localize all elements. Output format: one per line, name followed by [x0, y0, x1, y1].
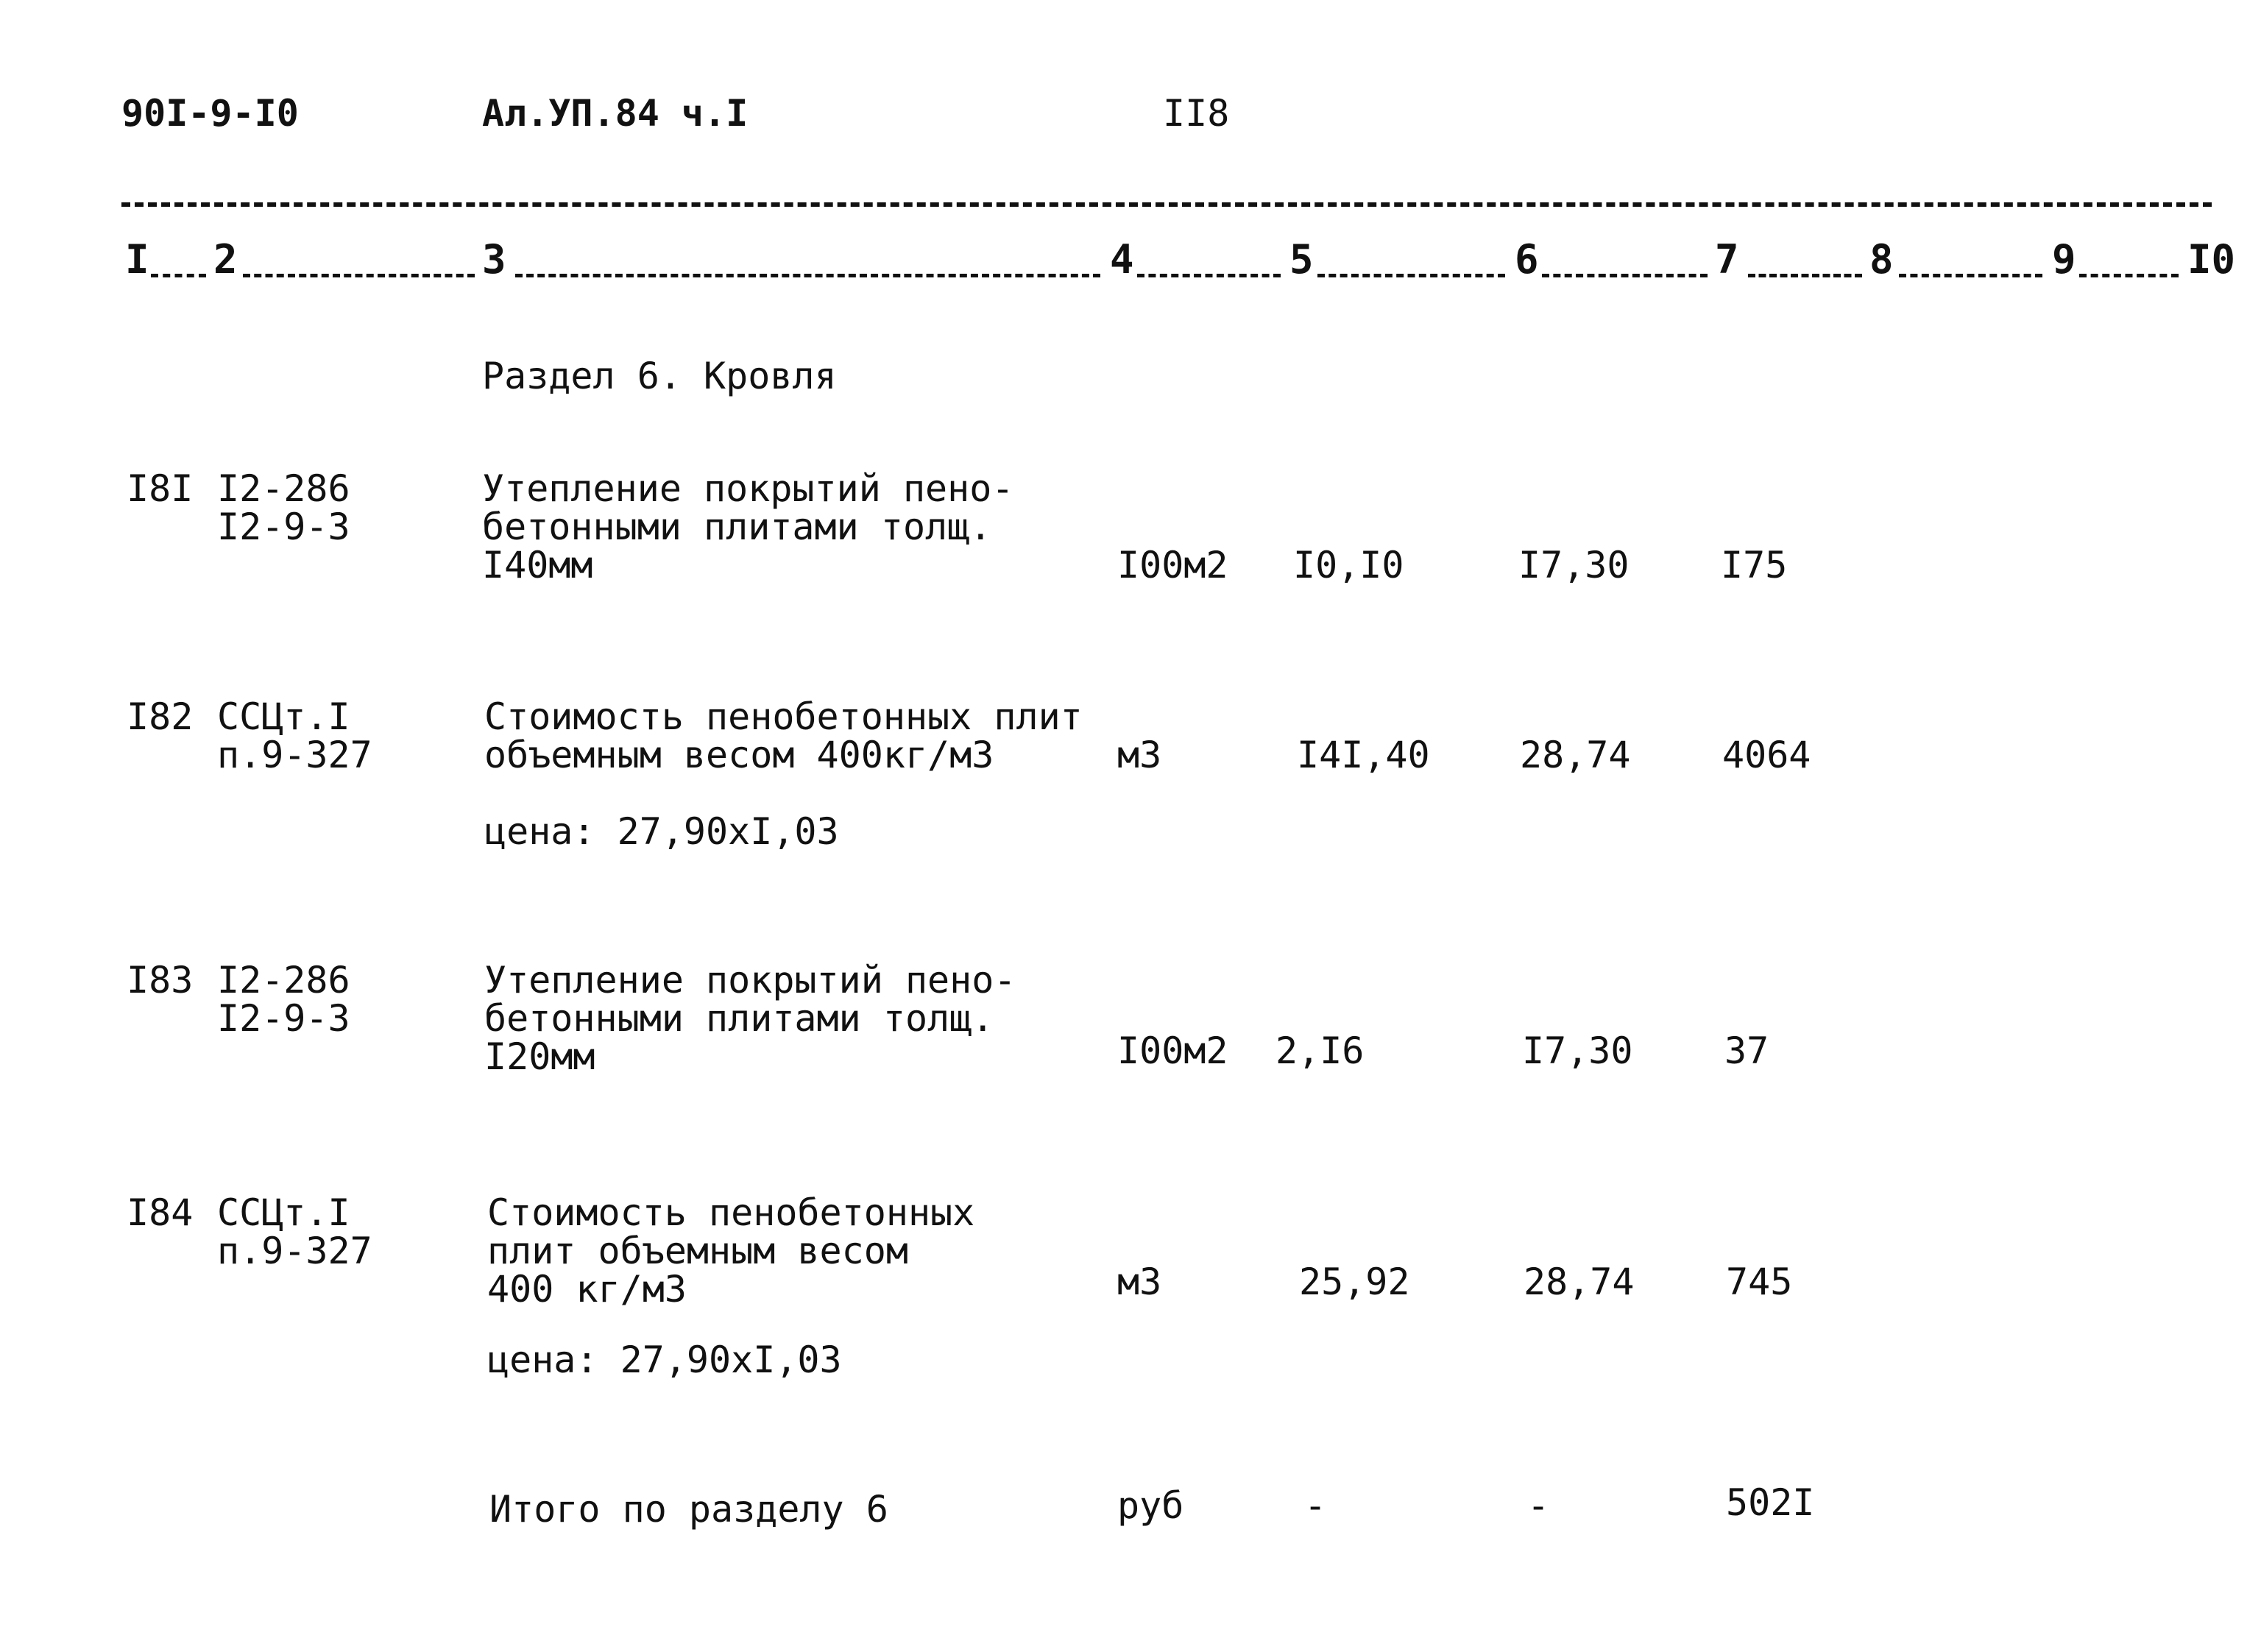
- album-ref: Ал.УП.84 ч.I: [482, 92, 749, 135]
- col-dash: [1748, 274, 1862, 277]
- total-unit: руб: [1117, 1484, 1184, 1527]
- row-price: I7,30: [1518, 544, 1630, 586]
- row-name: Утепление покрытий пено- бетонными плитами толщ. I40мм: [482, 467, 1014, 586]
- col-3: 3: [482, 236, 506, 283]
- row-cost: 37: [1724, 1029, 1769, 1072]
- row-name: Стоимость пенобетонных плит объемным весом 400кг/м3: [484, 695, 1083, 776]
- row-number: I82: [127, 695, 194, 738]
- row-unit: м3: [1117, 734, 1162, 776]
- total-label: Итого по разделу 6: [489, 1488, 888, 1531]
- row-code: I2-286 I2-9-3: [217, 467, 350, 548]
- col-dash: [2079, 274, 2179, 277]
- col-2: 2: [213, 236, 238, 283]
- total-cost: 502I: [1726, 1481, 1815, 1524]
- row-name: Утепление покрытий пено- бетонными плитами толщ. I20мм: [484, 959, 1016, 1078]
- row-code: ССЦт.I п.9-327: [217, 1191, 372, 1272]
- row-qty: 25,92: [1299, 1261, 1410, 1303]
- col-dash: [243, 274, 475, 277]
- page-number: II8: [1163, 92, 1230, 135]
- row-number: I83: [127, 959, 194, 1002]
- row-qty: I4I,40: [1297, 734, 1430, 776]
- row-cost: 745: [1726, 1261, 1793, 1303]
- row-unit: I00м2: [1117, 544, 1228, 586]
- row-qty: 2,I6: [1275, 1029, 1365, 1072]
- col-8: 8: [1869, 236, 1894, 283]
- col-10: I0: [2187, 236, 2236, 283]
- row-price-note: цена: 27,90хI,03: [487, 1339, 842, 1381]
- row-unit: I00м2: [1117, 1029, 1228, 1072]
- col-dash: [151, 274, 206, 277]
- row-price-note: цена: 27,90хI,03: [484, 810, 839, 853]
- col-dash: [515, 274, 1100, 277]
- row-qty: I0,I0: [1293, 544, 1404, 586]
- col-dash: [1137, 274, 1281, 277]
- row-price: 28,74: [1524, 1261, 1635, 1303]
- row-name: Стоимость пенобетонных плит объемным весом 400 кг/м3: [487, 1191, 975, 1311]
- row-price: I7,30: [1522, 1029, 1633, 1072]
- col-dash: [1317, 274, 1505, 277]
- row-cost: 4064: [1722, 734, 1811, 776]
- row-unit: м3: [1117, 1261, 1162, 1303]
- col-9: 9: [2052, 236, 2076, 283]
- col-1: I: [125, 236, 149, 283]
- col-7: 7: [1715, 236, 1739, 283]
- row-price: 28,74: [1520, 734, 1631, 776]
- row-number: I84: [127, 1191, 194, 1234]
- col-4: 4: [1110, 236, 1134, 283]
- col-5: 5: [1289, 236, 1314, 283]
- section-title: Раздел 6. Кровля: [482, 355, 837, 397]
- doc-code: 90I-9-I0: [121, 92, 299, 135]
- row-number: I8I: [127, 467, 194, 510]
- total-price: -: [1527, 1484, 1550, 1527]
- total-qty: -: [1304, 1484, 1327, 1527]
- row-cost: I75: [1721, 544, 1788, 586]
- col-dash: [1542, 274, 1708, 277]
- col-dash: [1899, 274, 2042, 277]
- col-6: 6: [1515, 236, 1539, 283]
- row-code: ССЦт.I п.9-327: [217, 695, 372, 776]
- header-divider: [121, 202, 2212, 207]
- row-code: I2-286 I2-9-3: [217, 959, 350, 1040]
